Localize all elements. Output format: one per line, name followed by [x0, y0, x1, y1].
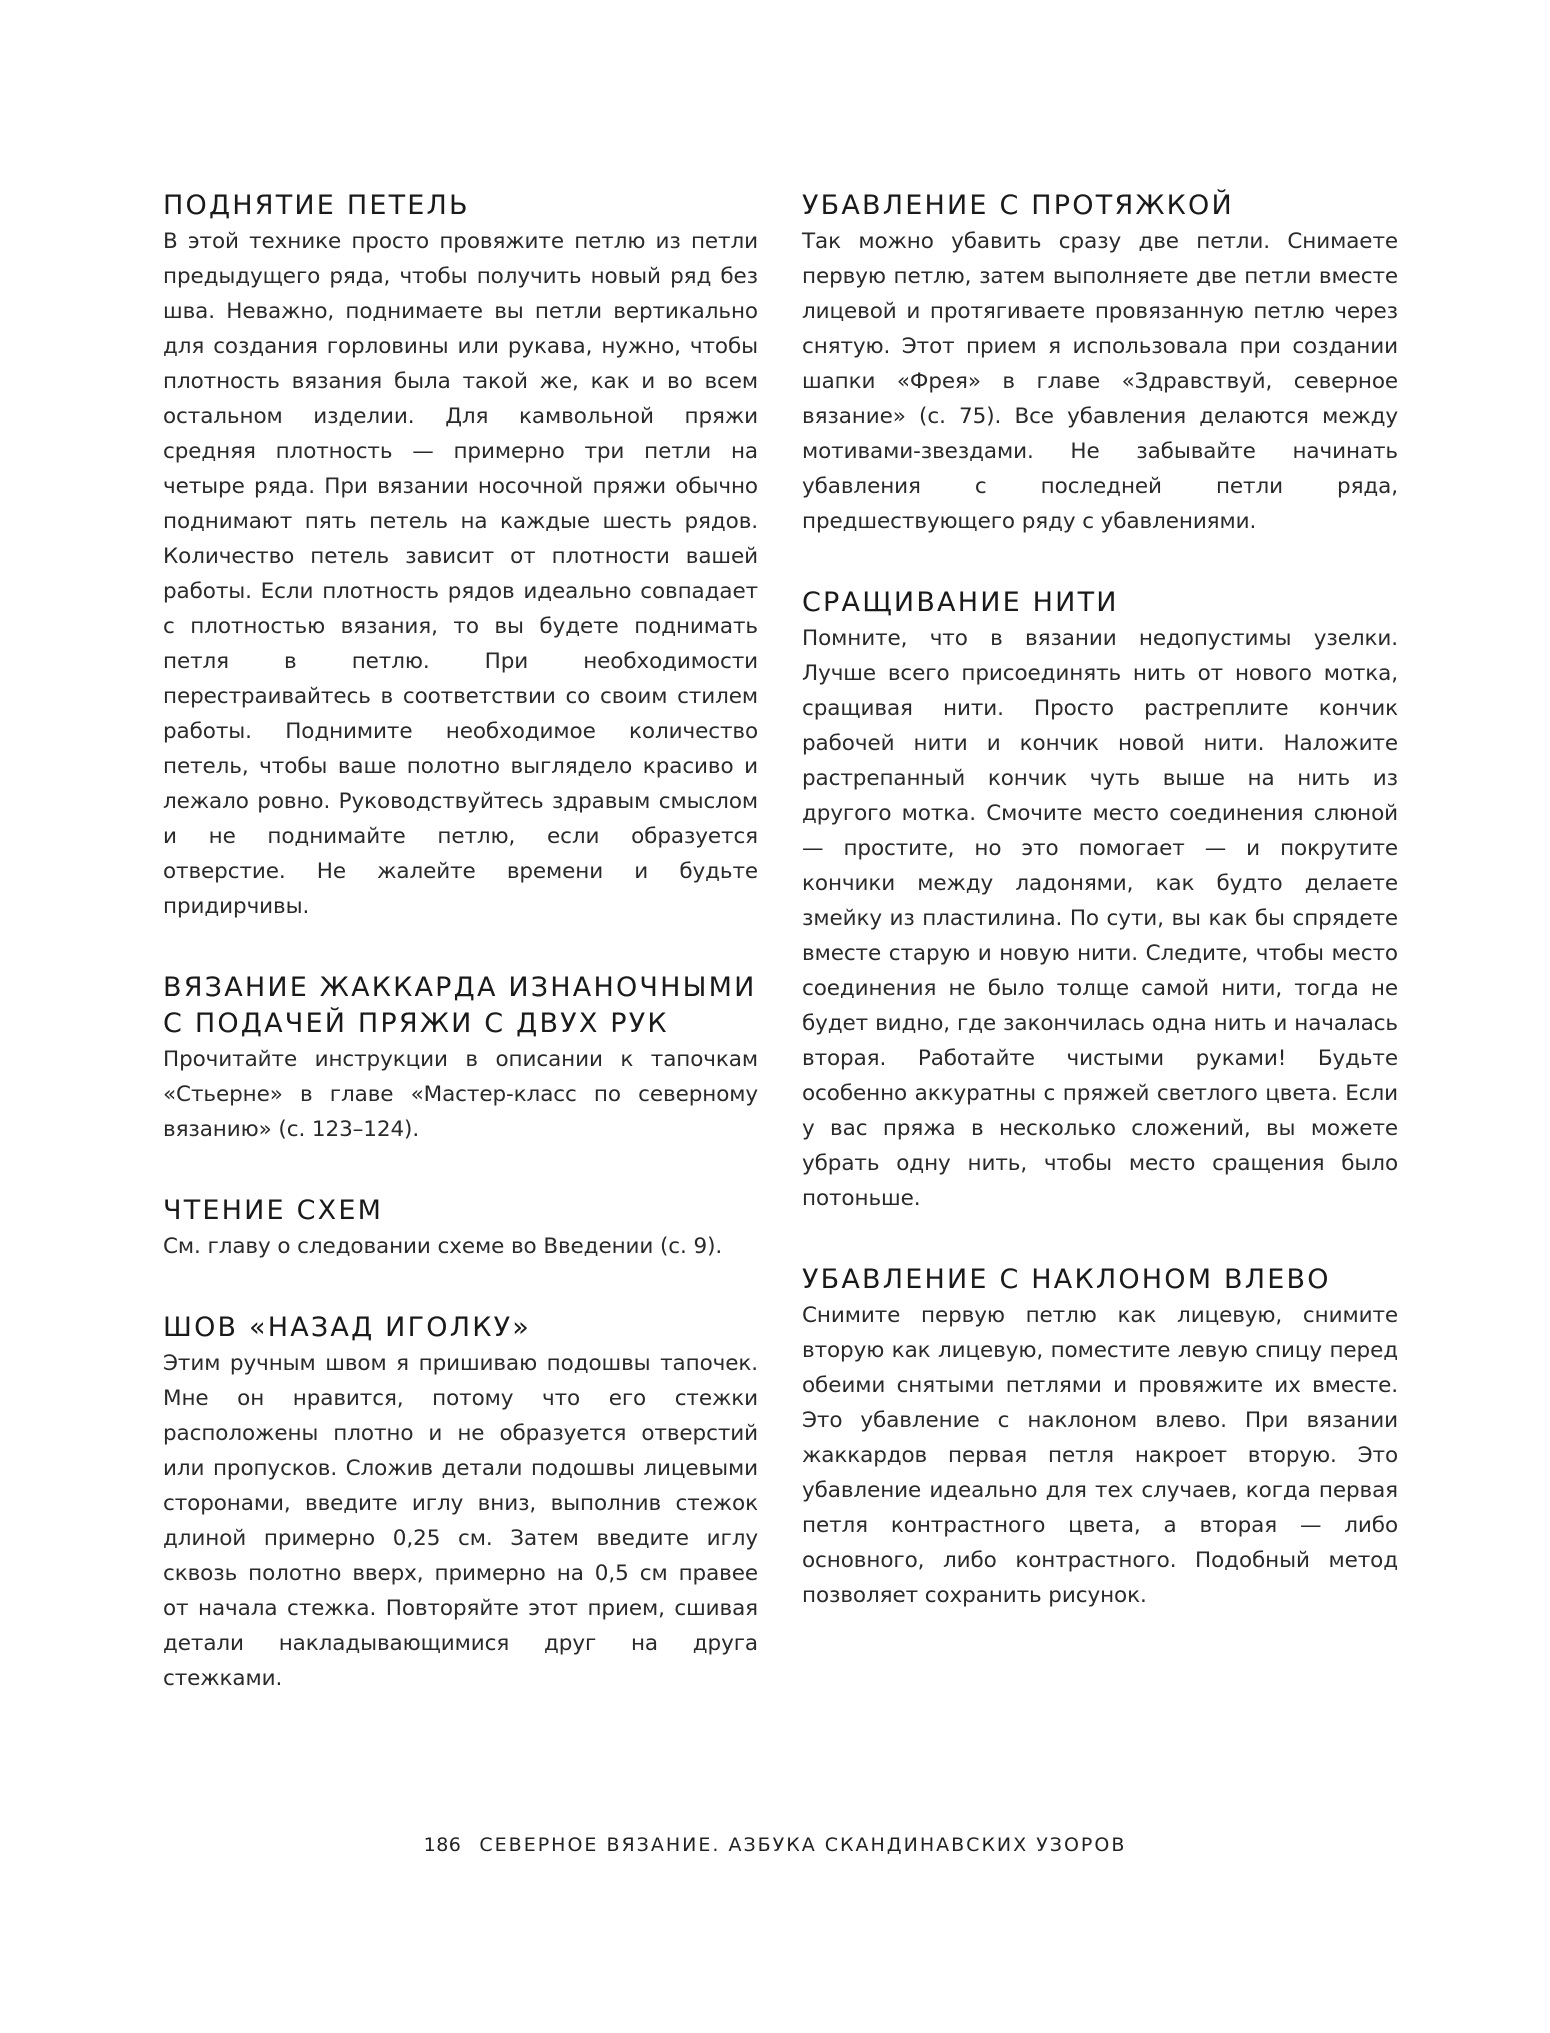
- running-title: СЕВЕРНОЕ ВЯЗАНИЕ. АЗБУКА СКАНДИНАВСКИХ УЗОРОВ: [479, 1834, 1127, 1856]
- section-text: Прочитайте инструкции в описании к тапочкам «Стьерне» в главе «Мастер-класс по северному вязанию» (с. 123–124).: [163, 1047, 758, 1142]
- right-column: [802, 188, 1398, 1659]
- left-column: [163, 188, 758, 1742]
- section-heading: ЧТЕНИЕ СХЕМ: [163, 1195, 384, 1226]
- section-text: Помните, что в вязании недопустимы узелки. Лучше всего присоединять нить от нового мотка, сращивая нити. Просто растреплите кончик рабочей нити и кончик новой нити. Наложите растрепанный кончик чуть выше на нить из другого мотка. Смочите место соединения слюной — простите, но это помогает — и покрутите кончики между ладонями, как будто делаете змейку из пластилина. По сути, вы как бы спрядете вместе старую и новую нити. Следите, чтобы место соединения не было толще самой нити, тогда не будет видно, где закончилась одна нить и началась вторая. Работайте чистыми руками! Будьте особенно аккуратны с пряжей светлого цвета. Если у вас пряжа в несколько сложений, вы можете убрать одну нить, чтобы место сращения было потоньше.: [802, 626, 1398, 1211]
- section-backstitch: [163, 1310, 758, 1696]
- section-text: См. главу о следовании схеме во Введении (с. 9).: [163, 1234, 723, 1259]
- section-left-leaning-decrease: [802, 1262, 1398, 1613]
- section-text: Так можно убавить сразу две петли. Снимаете первую петлю, затем выполняете две петли вместе лицевой и протягиваете провязанную петлю через снятую. Этот прием я использовала при создании шапки «Фрея» в главе «Здравствуй, северное вязание» (с. 75). Все убавления делаются между мотивами-звездами. Не забывайте начинать убавления с последней петли ряда, предшествующего ряду с убавлениями.: [802, 229, 1398, 534]
- section-heading: [163, 970, 758, 1042]
- section-heading: ПОДНЯТИЕ ПЕТЕЛЬ: [163, 190, 470, 221]
- section-heading-line-2: С ПОДАЧЕЙ ПРЯЖИ С ДВУХ РУК: [163, 1008, 669, 1039]
- section-heading-line-1: ВЯЗАНИЕ ЖАККАРДА ИЗНАНОЧНЫМИ: [163, 972, 757, 1003]
- section-pass-over-decrease: [802, 188, 1398, 539]
- section-heading: СРАЩИВАНИЕ НИТИ: [802, 587, 1119, 618]
- section-text: Снимите первую петлю как лицевую, снимите вторую как лицевую, поместите левую спицу перед обеими снятыми петлями и провяжите их вместе. Это убавление с наклоном влево. При вязании жаккардов первая петля накроет вторую. Это убавление идеально для тех случаев, когда первая петля контрастного цвета, а вторая — либо основного, либо контрастного. Подобный метод позволяет сохранить рисунок.: [802, 1303, 1398, 1608]
- section-heading: УБАВЛЕНИЕ С НАКЛОНОМ ВЛЕВО: [802, 1264, 1331, 1295]
- section-text: Этим ручным швом я пришиваю подошвы тапочек. Мне он нравится, потому что его стежки расположены плотно и не образуется отверстий или пропусков. Сложив детали подошвы лицевыми сторонами, введите иглу вниз, выполнив стежок длиной примерно 0,25 см. Затем введите иглу сквозь полотно вверх, примерно на 0,5 см правее от начала стежка. Повторяйте этот прием, сшивая детали накладывающимися друг на друга стежками.: [163, 1351, 758, 1691]
- section-reading-charts: [163, 1193, 758, 1264]
- section-heading: ШОВ «НАЗАД ИГОЛКУ»: [163, 1312, 531, 1343]
- section-splicing-yarn: [802, 585, 1398, 1216]
- section-text: В этой технике просто провяжите петлю из петли предыдущего ряда, чтобы получить новый ряд без шва. Неважно, поднимаете вы петли вертикально для создания горловины или рукава, нужно, чтобы плотность вязания была такой же, как и во всем остальном изделии. Для камвольной пряжи средняя плотность — примерно три петли на четыре ряда. При вязании носочной пряжи обычно поднимают пять петель на каждые шесть рядов. Количество петель зависит от плотности вашей работы. Если плотность рядов идеально совпадает с плотностью вязания, то вы будете поднимать петля в петлю. При необходимости перестраивайтесь в соответствии со своим стилем работы. Поднимите необходимое количество петель, чтобы ваше полотно выглядело красиво и лежало ровно. Руководствуйтесь здравым смыслом и не поднимайте петлю, если образуется отверстие. Не жалейте времени и будьте придирчивы.: [163, 229, 758, 919]
- section-purl-jacquard: [163, 970, 758, 1147]
- section-heading: УБАВЛЕНИЕ С ПРОТЯЖКОЙ: [802, 190, 1234, 221]
- section-picking-up-stitches: [163, 188, 758, 924]
- page-footer: [0, 1832, 1550, 1858]
- page-number: 186: [423, 1834, 462, 1856]
